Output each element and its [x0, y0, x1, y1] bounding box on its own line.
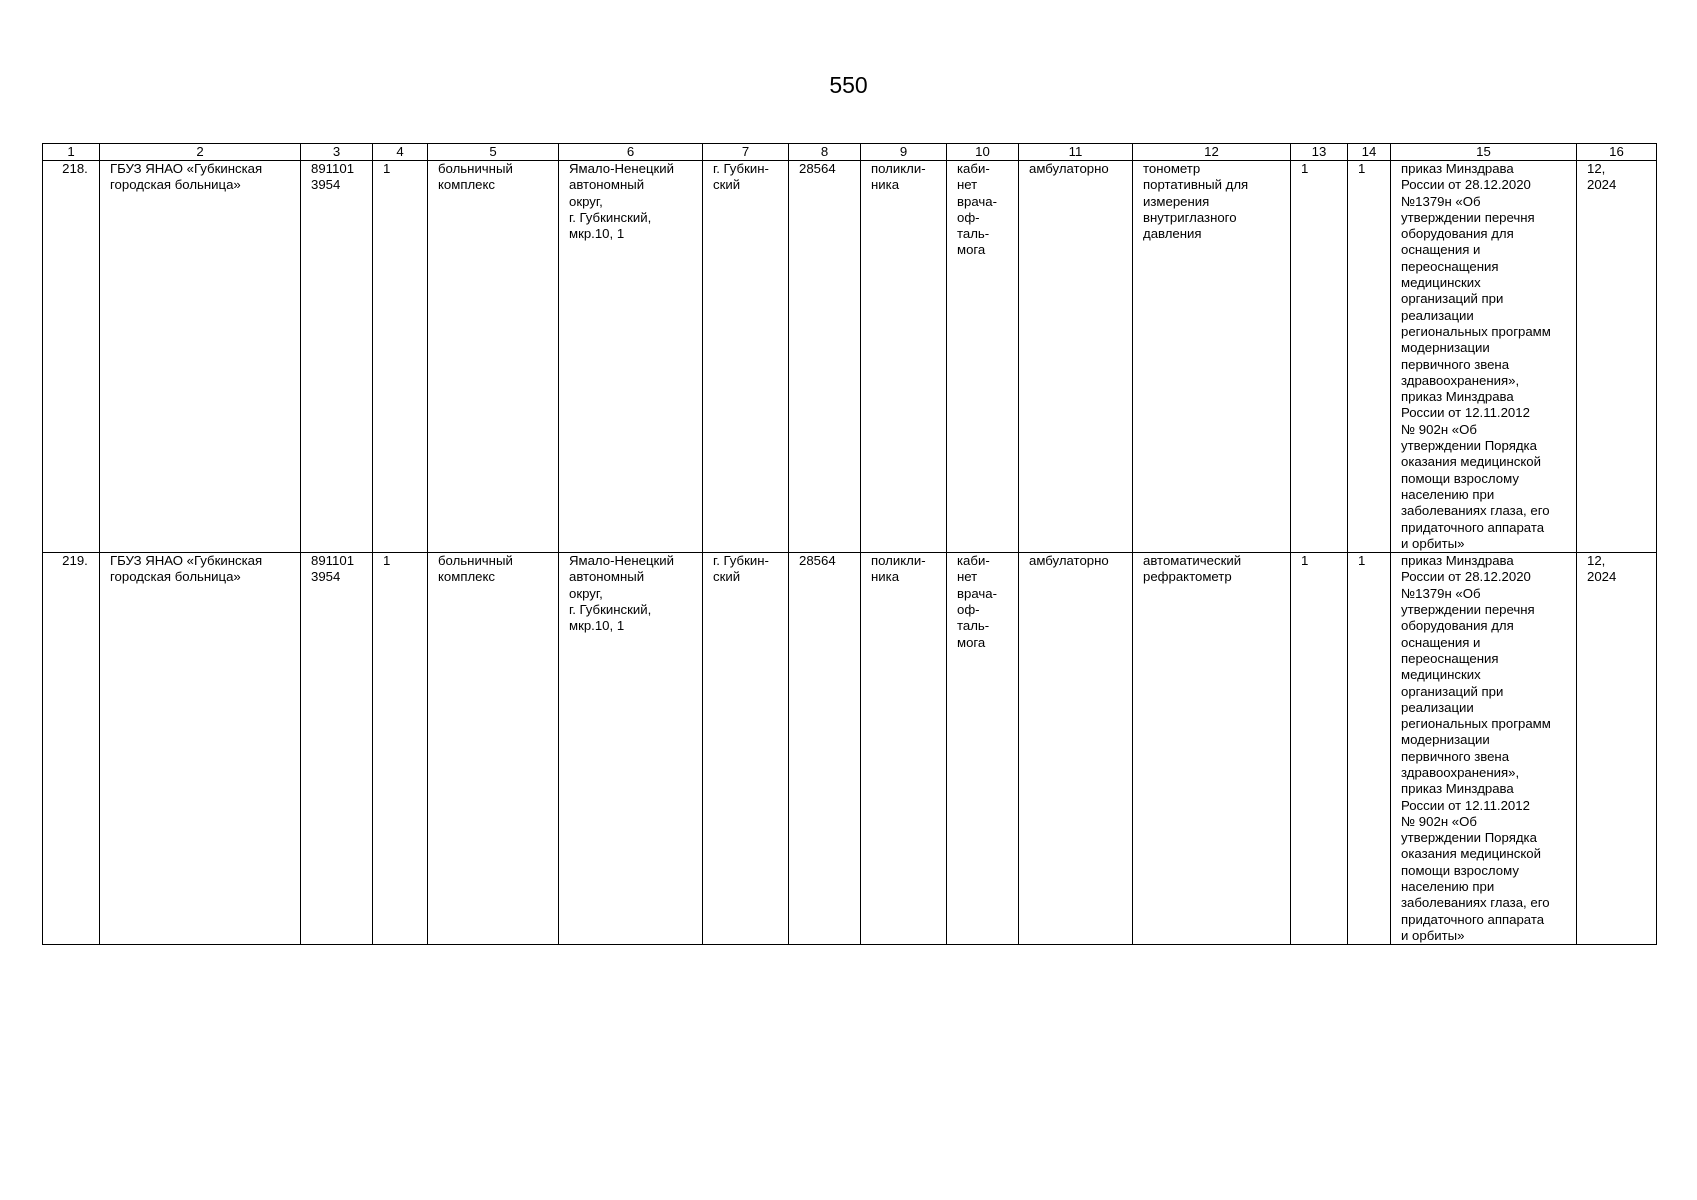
cell-line: мкр.10, 1 [569, 618, 625, 634]
cell-line: оказания медицинской [1401, 846, 1542, 862]
cell-line: автоматический [1143, 553, 1242, 569]
header-cell: 5 [428, 144, 559, 161]
cell-line: и орбиты» [1401, 535, 1465, 551]
cell-line: рефрактометр [1143, 569, 1232, 585]
header-row [43, 144, 1657, 161]
cell-line: приказ Минздрава [1401, 161, 1514, 176]
header-cell: 3 [301, 144, 373, 161]
cell-line: оказания медицинской [1401, 454, 1542, 470]
cell-line: округ, [569, 193, 603, 209]
legal-basis-cell [1391, 161, 1577, 553]
cell-line: утверждении Порядка [1401, 830, 1537, 846]
inn-cell [301, 553, 373, 945]
facility-type-cell [428, 553, 559, 945]
cell-line: автономный [569, 177, 645, 193]
cell-line: населению при [1401, 879, 1495, 895]
room-cell [947, 553, 1019, 945]
cell-line: России от 28.12.2020 [1401, 569, 1531, 585]
header-cell: 2 [100, 144, 301, 161]
cell-line: тонометр [1143, 161, 1201, 176]
cell-line: поликли- [871, 553, 926, 569]
cell-line: и орбиты» [1401, 927, 1465, 943]
cell-line: ника [871, 569, 900, 585]
organization-cell [100, 553, 301, 945]
cell-line: помощи взрослому [1401, 862, 1519, 878]
column-14-cell: 1 [1348, 553, 1391, 945]
cell-line: комплекс [438, 569, 496, 585]
cell-line: комплекс [438, 177, 496, 193]
cell-line: Ямало-Ненецкий [569, 553, 675, 569]
cell-line: 12, [1587, 161, 1606, 176]
table-row [43, 553, 1657, 945]
header-cell: 14 [1348, 144, 1391, 161]
cell-line: утверждении Порядка [1401, 438, 1537, 454]
care-type-cell: амбулаторно [1019, 553, 1133, 945]
period-cell [1577, 553, 1657, 945]
cell-line: оф- [957, 602, 980, 618]
table-row [43, 161, 1657, 553]
address-cell [559, 553, 703, 945]
row-number-cell: 218. [43, 161, 100, 553]
quantity-cell: 1 [1291, 553, 1348, 945]
row-number-cell: 219. [43, 553, 100, 945]
cell-line: г. Губкинский, [569, 209, 652, 225]
cell-line: врача- [957, 585, 997, 601]
cell-line: нет [957, 569, 978, 585]
cell-line: 3954 [311, 177, 341, 193]
organization-cell [100, 161, 301, 553]
city-cell [703, 553, 789, 945]
cell-line: мога [957, 634, 986, 650]
column-4-cell: 1 [373, 161, 428, 553]
cell-line: приказ Минздрава [1401, 781, 1514, 797]
cell-line: оборудования для [1401, 618, 1514, 634]
cell-line: таль- [957, 226, 990, 242]
header-cell: 6 [559, 144, 703, 161]
cell-line: России от 28.12.2020 [1401, 177, 1531, 193]
cell-line: ника [871, 177, 900, 193]
cell-line: г. Губкин- [713, 553, 769, 569]
address-cell [559, 161, 703, 553]
header-cell: 12 [1133, 144, 1291, 161]
cell-line: первичного звена [1401, 356, 1510, 372]
cell-line: больничный [438, 553, 513, 569]
cell-line: автономный [569, 569, 645, 585]
header-cell: 9 [861, 144, 947, 161]
cell-line: № 902н «Об [1401, 813, 1477, 829]
cell-line: медицинских [1401, 667, 1481, 683]
cell-line: портативный для [1143, 177, 1249, 193]
cell-line: г. Губкин- [713, 161, 769, 176]
header-cell: 16 [1577, 144, 1657, 161]
cell-line: ский [713, 569, 741, 585]
facility-type-cell [428, 161, 559, 553]
cell-line: ГБУЗ ЯНАО «Губкинская [110, 553, 263, 569]
cell-line: мога [957, 242, 986, 258]
header-cell: 11 [1019, 144, 1133, 161]
cell-line: Ямало-Ненецкий [569, 161, 675, 176]
cell-line: № 902н «Об [1401, 421, 1477, 437]
cell-line: внутриглазного [1143, 209, 1237, 225]
cell-line: №1379н «Об [1401, 585, 1481, 601]
cell-line: населению при [1401, 486, 1495, 502]
cell-line: приказ Минздрава [1401, 553, 1514, 569]
cell-line: организаций при [1401, 291, 1504, 307]
column-4-cell: 1 [373, 553, 428, 945]
cell-line: заболеваниях глаза, его [1401, 503, 1550, 519]
header-cell: 1 [43, 144, 100, 161]
cell-line: переоснащения [1401, 650, 1499, 666]
cell-line: оборудования для [1401, 226, 1514, 242]
cell-line: переоснащения [1401, 258, 1499, 274]
cell-line: утверждении перечня [1401, 209, 1535, 225]
cell-line: медицинских [1401, 275, 1481, 291]
cell-line: 2024 [1587, 569, 1617, 585]
cell-line: измерения [1143, 193, 1210, 209]
cell-line: приказ Минздрава [1401, 389, 1514, 405]
header-cell: 4 [373, 144, 428, 161]
inn-cell [301, 161, 373, 553]
cell-line: 2024 [1587, 177, 1617, 193]
department-cell [861, 553, 947, 945]
header-cell: 8 [789, 144, 861, 161]
cell-line: здравоохранения», [1401, 372, 1520, 388]
cell-line: городская больница» [110, 177, 241, 193]
cell-line: поликли- [871, 161, 926, 176]
header-cell: 7 [703, 144, 789, 161]
cell-line: модернизации [1401, 340, 1490, 356]
cell-line: 891101 [311, 161, 355, 176]
cell-line: давления [1143, 226, 1202, 242]
cell-line: каби- [957, 161, 990, 176]
cell-line: России от 12.11.2012 [1401, 797, 1530, 813]
code-cell: 28564 [789, 161, 861, 553]
cell-line: округ, [569, 585, 603, 601]
cell-line: №1379н «Об [1401, 193, 1481, 209]
period-cell [1577, 161, 1657, 553]
cell-line: г. Губкинский, [569, 602, 652, 618]
city-cell [703, 161, 789, 553]
cell-line: России от 12.11.2012 [1401, 405, 1530, 421]
cell-line: оснащения и [1401, 242, 1481, 258]
cell-line: придаточного аппарата [1401, 911, 1545, 927]
cell-line: оф- [957, 209, 980, 225]
cell-line: городская больница» [110, 569, 241, 585]
care-type-cell: амбулаторно [1019, 161, 1133, 553]
cell-line: утверждении перечня [1401, 602, 1535, 618]
department-cell [861, 161, 947, 553]
equipment-cell [1133, 553, 1291, 945]
room-cell [947, 161, 1019, 553]
header-cell: 15 [1391, 144, 1577, 161]
code-cell: 28564 [789, 553, 861, 945]
cell-line: мкр.10, 1 [569, 226, 625, 242]
cell-line: 3954 [311, 569, 341, 585]
cell-line: региональных программ [1401, 716, 1551, 732]
cell-line: 12, [1587, 553, 1606, 569]
cell-line: реализации [1401, 699, 1474, 715]
cell-line: каби- [957, 553, 990, 569]
cell-line: заболеваниях глаза, его [1401, 895, 1550, 911]
cell-line: больничный [438, 161, 513, 176]
cell-line: ский [713, 177, 741, 193]
header-cell: 10 [947, 144, 1019, 161]
cell-line: 891101 [311, 553, 355, 569]
cell-line: придаточного аппарата [1401, 519, 1545, 535]
equipment-cell [1133, 161, 1291, 553]
cell-line: здравоохранения», [1401, 764, 1520, 780]
cell-line: оснащения и [1401, 634, 1481, 650]
cell-line: ГБУЗ ЯНАО «Губкинская [110, 161, 263, 176]
cell-line: нет [957, 177, 978, 193]
cell-line: реализации [1401, 307, 1474, 323]
cell-line: региональных программ [1401, 323, 1551, 339]
cell-line: первичного звена [1401, 748, 1510, 764]
page-number: 550 [829, 72, 868, 98]
cell-line: организаций при [1401, 683, 1504, 699]
register-table [42, 143, 1657, 945]
cell-line: модернизации [1401, 732, 1490, 748]
column-14-cell: 1 [1348, 161, 1391, 553]
cell-line: врача- [957, 193, 997, 209]
cell-line: помощи взрослому [1401, 470, 1519, 486]
legal-basis-cell [1391, 553, 1577, 945]
cell-line: таль- [957, 618, 990, 634]
header-cell: 13 [1291, 144, 1348, 161]
quantity-cell: 1 [1291, 161, 1348, 553]
